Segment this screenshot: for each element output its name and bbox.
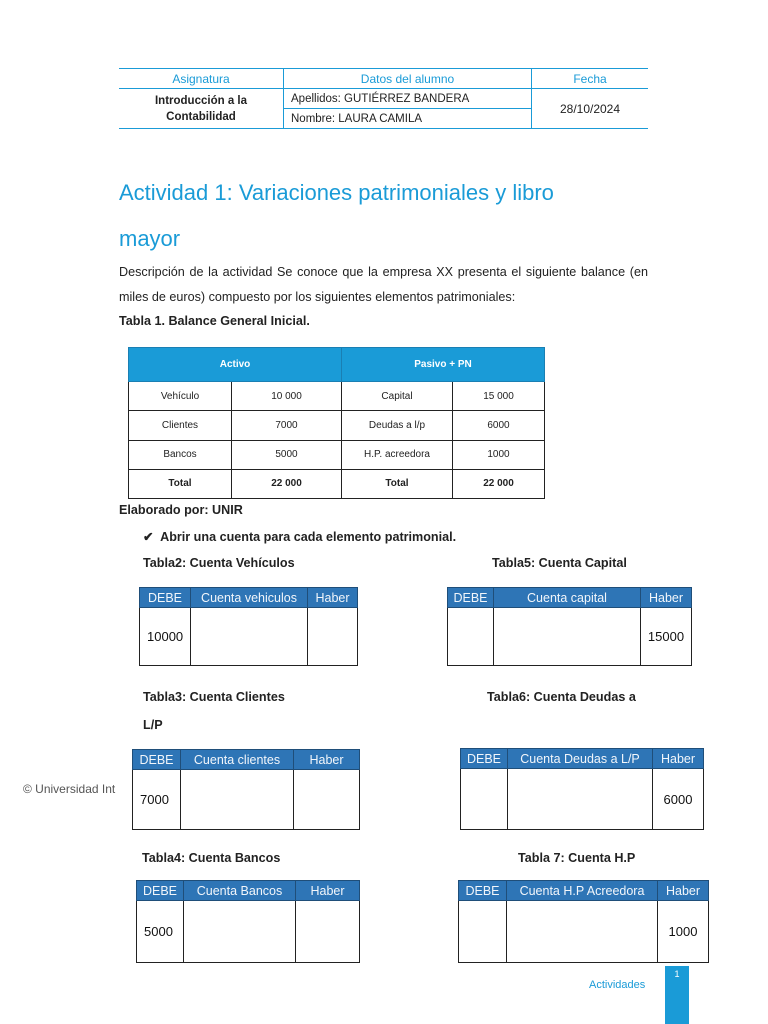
- subject-line2: Contabilidad: [166, 110, 236, 123]
- haber-value: 1000: [658, 901, 709, 963]
- subject-line1: Introducción a la: [154, 94, 247, 107]
- balance-table: [128, 347, 545, 499]
- balance-cell: 22 000: [232, 469, 342, 498]
- account-deudas-table: [460, 748, 704, 830]
- balance-cell: Total: [129, 469, 232, 498]
- debe-value: [448, 608, 494, 666]
- instruction-line: [143, 529, 456, 544]
- debe-header: DEBE: [137, 881, 184, 901]
- table6-caption: Tabla6: Cuenta Deudas a: [487, 690, 636, 704]
- account-body: [507, 901, 658, 963]
- description-block: [119, 260, 648, 332]
- balance-cell: 22 000: [453, 469, 545, 498]
- balance-cell: 10 000: [232, 382, 342, 411]
- account-name-header: Cuenta clientes: [181, 750, 294, 770]
- balance-cell: 7000: [232, 411, 342, 440]
- haber-header: Haber: [308, 588, 358, 608]
- table3-caption: Tabla3: Cuenta Clientes: [143, 690, 285, 704]
- haber-value: [308, 608, 358, 666]
- header-col-student: Datos del alumno: [284, 69, 532, 89]
- footer-section-label: Actividades: [589, 979, 646, 991]
- account-name-header: Cuenta Deudas a L/P: [508, 749, 653, 769]
- balance-cell: Vehículo: [129, 382, 232, 411]
- title-line2: mayor: [119, 226, 181, 251]
- account-body: [508, 769, 653, 830]
- haber-value: 6000: [653, 769, 704, 830]
- account-name-header: Cuenta H.P Acreedora: [507, 881, 658, 901]
- debe-value: [459, 901, 507, 963]
- haber-value: 15000: [641, 608, 692, 666]
- description-text: Descripción de la actividad Se conoce que la empresa XX presenta el siguiente balance (en miles de euros) compuesto por los siguientes elementos patrimoniales:: [119, 265, 648, 304]
- haber-header: Haber: [641, 588, 692, 608]
- debe-header: DEBE: [140, 588, 191, 608]
- table1-caption: Tabla 1. Balance General Inicial.: [119, 314, 310, 328]
- account-vehiculos-table: [139, 587, 358, 666]
- balance-cell: 5000: [232, 440, 342, 469]
- debe-header: DEBE: [459, 881, 507, 901]
- balance-row: [129, 382, 545, 411]
- debe-value: 5000: [137, 901, 184, 963]
- balance-total-row: [129, 469, 545, 498]
- haber-header: Haber: [653, 749, 704, 769]
- debe-value: [461, 769, 508, 830]
- balance-head-pasivo: Pasivo + PN: [342, 348, 545, 382]
- balance-head-activo: Activo: [129, 348, 342, 382]
- student-surname: Apellidos: GUTIÉRREZ BANDERA: [284, 89, 532, 109]
- balance-cell: Total: [342, 469, 453, 498]
- table5-caption: Tabla5: Cuenta Capital: [492, 556, 627, 570]
- account-body: [184, 901, 296, 963]
- subject-cell: [119, 89, 284, 129]
- title-line1: Actividad 1: Variaciones patrimoniales y libro: [119, 180, 554, 205]
- table6-caption-cont: L/P: [143, 718, 163, 732]
- balance-cell: Capital: [342, 382, 453, 411]
- header-col-subject: Asignatura: [119, 69, 284, 89]
- haber-header: Haber: [294, 750, 360, 770]
- haber-value: [296, 901, 360, 963]
- table7-caption: Tabla 7: Cuenta H.P: [518, 851, 636, 865]
- balance-cell: Deudas a l/p: [342, 411, 453, 440]
- balance-row: [129, 411, 545, 440]
- debe-value: 7000: [133, 770, 181, 830]
- date-cell: 28/10/2024: [532, 89, 649, 129]
- table2-caption: Tabla2: Cuenta Vehículos: [143, 556, 295, 570]
- balance-cell: H.P. acreedora: [342, 440, 453, 469]
- debe-value: 10000: [140, 608, 191, 666]
- account-body: [494, 608, 641, 666]
- debe-header: DEBE: [461, 749, 508, 769]
- page-title: [119, 170, 659, 262]
- debe-header: DEBE: [133, 750, 181, 770]
- copyright-text: © Universidad Int: [23, 782, 116, 796]
- balance-cell: 6000: [453, 411, 545, 440]
- account-name-header: Cuenta Bancos: [184, 881, 296, 901]
- student-name: Nombre: LAURA CAMILA: [284, 109, 532, 129]
- account-capital-table: [447, 587, 692, 666]
- account-hp-table: [458, 880, 709, 963]
- table4-caption: Tabla4: Cuenta Bancos: [142, 851, 281, 865]
- debe-header: DEBE: [448, 588, 494, 608]
- checkmark-icon: ✔: [143, 530, 154, 544]
- header-info-table: [119, 68, 648, 129]
- haber-header: Haber: [296, 881, 360, 901]
- account-name-header: Cuenta vehiculos: [191, 588, 308, 608]
- haber-header: Haber: [658, 881, 709, 901]
- balance-cell: Clientes: [129, 411, 232, 440]
- page-number: 1: [674, 969, 680, 979]
- header-col-date: Fecha: [532, 69, 649, 89]
- balance-cell: 15 000: [453, 382, 545, 411]
- account-body: [181, 770, 294, 830]
- balance-cell: Bancos: [129, 440, 232, 469]
- instruction-text: Abrir una cuenta para cada elemento patrimonial.: [160, 530, 457, 544]
- elaborado-por: Elaborado por: UNIR: [119, 503, 243, 517]
- account-body: [191, 608, 308, 666]
- account-name-header: Cuenta capital: [494, 588, 641, 608]
- haber-value: [294, 770, 360, 830]
- account-clientes-table: [132, 749, 360, 830]
- balance-row: [129, 440, 545, 469]
- account-bancos-table: [136, 880, 360, 963]
- balance-cell: 1000: [453, 440, 545, 469]
